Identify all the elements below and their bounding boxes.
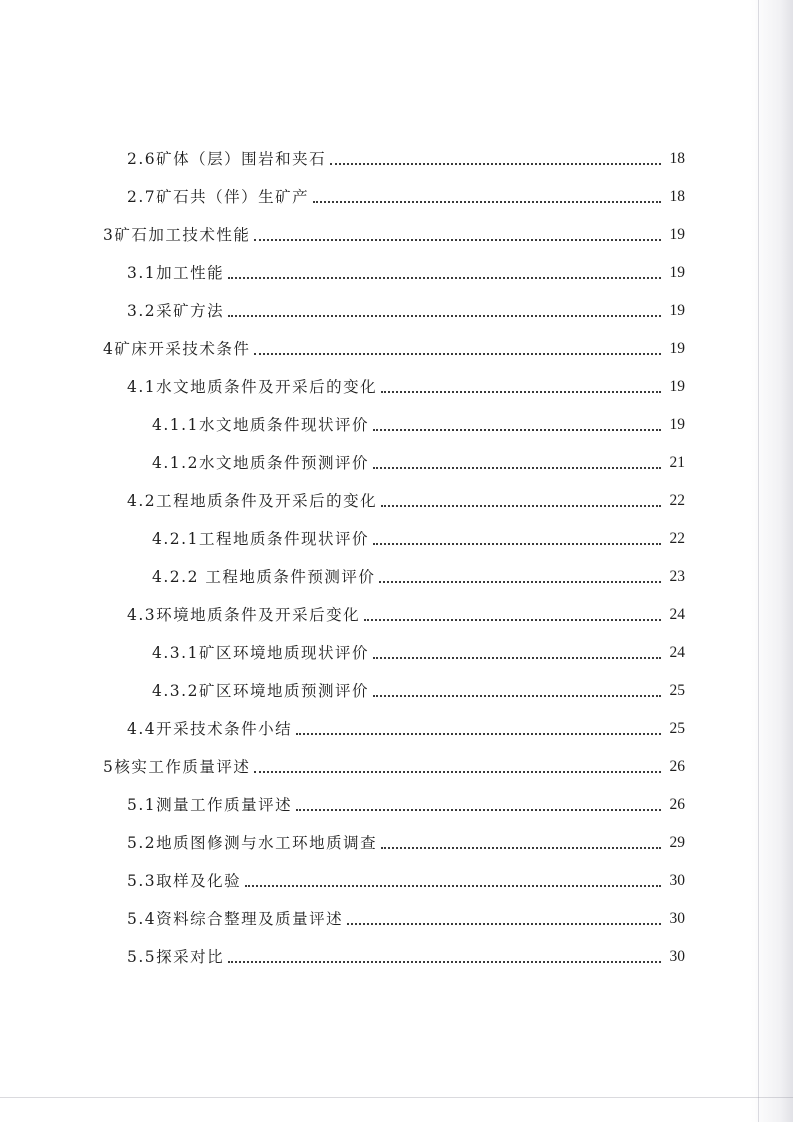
scan-edge-line: [758, 0, 759, 1122]
toc-entry-page: 22: [669, 530, 685, 547]
toc-entry[interactable]: [103, 221, 685, 245]
toc-entry-page: 29: [669, 834, 685, 851]
dot-leader: [364, 618, 661, 621]
toc-entry-title: 4矿床开采技术条件: [103, 340, 251, 358]
toc-entry-title: 4.2.1工程地质条件现状评价: [152, 530, 369, 548]
toc-entry[interactable]: [152, 449, 685, 473]
toc-entry-page: 18: [669, 150, 685, 167]
toc-entry[interactable]: [127, 829, 685, 853]
toc-entry[interactable]: [152, 639, 685, 663]
toc-entry-page: 25: [669, 720, 685, 737]
toc-entry[interactable]: [152, 677, 685, 701]
toc-entry-page: 24: [669, 606, 685, 623]
toc-entry-title: 4.4开采技术条件小结: [127, 720, 293, 738]
toc-entry-title: 4.1水文地质条件及开采后的变化: [127, 378, 378, 396]
dot-leader: [381, 390, 661, 393]
dot-leader: [379, 580, 661, 583]
dot-leader: [373, 694, 661, 697]
toc-entry-page: 30: [669, 872, 685, 889]
toc-entry-title: 2.7矿石共（伴）生矿产: [127, 188, 310, 206]
toc-entry-title: 5.1测量工作质量评述: [127, 796, 293, 814]
toc-entry-page: 18: [669, 188, 685, 205]
dot-leader: [373, 428, 661, 431]
dot-leader: [254, 352, 661, 355]
toc-entry-title: 5.4资料综合整理及质量评述: [127, 910, 344, 928]
toc-entry[interactable]: [103, 335, 685, 359]
toc-entry-page: 21: [669, 454, 685, 471]
toc-entry-page: 23: [669, 568, 685, 585]
toc-entry-title: 4.3环境地质条件及开采后变化: [127, 606, 361, 624]
toc-entry[interactable]: [152, 525, 685, 549]
dot-leader: [373, 656, 661, 659]
toc-entry-title: 3.1加工性能: [127, 264, 225, 282]
dot-leader: [373, 542, 661, 545]
scan-bottom-line: [0, 1097, 793, 1098]
dot-leader: [373, 466, 661, 469]
toc-entry-title: 4.3.2矿区环境地质预测评价: [152, 682, 369, 700]
toc-entry-page: 25: [669, 682, 685, 699]
toc-entry[interactable]: [127, 145, 685, 169]
toc-entry-page: 30: [669, 948, 685, 965]
toc-entry-page: 22: [669, 492, 685, 509]
toc-entry-title: 3.2采矿方法: [127, 302, 225, 320]
dot-leader: [254, 770, 661, 773]
toc-entry-title: 5.5探采对比: [127, 948, 225, 966]
dot-leader: [330, 162, 661, 165]
toc-entry-page: 30: [669, 910, 685, 927]
toc-entry[interactable]: [127, 297, 685, 321]
toc-entry-page: 26: [669, 796, 685, 813]
dot-leader: [313, 200, 661, 203]
dot-leader: [296, 808, 661, 811]
toc-entry-title: 5核实工作质量评述: [103, 758, 251, 776]
dot-leader: [228, 314, 661, 317]
toc-entry-title: 4.2.2 工程地质条件预测评价: [152, 568, 376, 586]
toc-entry[interactable]: [127, 943, 685, 967]
toc-entry-title: 5.2地质图修测与水工环地质调查: [127, 834, 378, 852]
toc-entry-title: 2.6矿体（层）围岩和夹石: [127, 150, 327, 168]
toc-entry[interactable]: [127, 905, 685, 929]
toc-entry-title: 5.3取样及化验: [127, 872, 242, 890]
dot-leader: [228, 960, 661, 963]
toc-entry[interactable]: [127, 715, 685, 739]
toc-entry-page: 19: [669, 340, 685, 357]
toc-entry-title: 4.2工程地质条件及开采后的变化: [127, 492, 378, 510]
toc-entry[interactable]: [127, 259, 685, 283]
toc-entry-title: 3矿石加工技术性能: [103, 226, 251, 244]
toc-entry[interactable]: [152, 563, 685, 587]
dot-leader: [254, 238, 661, 241]
dot-leader: [381, 846, 661, 849]
toc-entry-page: 19: [669, 226, 685, 243]
toc-entry-page: 19: [669, 378, 685, 395]
toc-entry-page: 19: [669, 302, 685, 319]
toc-entry[interactable]: [152, 411, 685, 435]
dot-leader: [381, 504, 661, 507]
toc-entry-title: 4.3.1矿区环境地质现状评价: [152, 644, 369, 662]
toc-entry[interactable]: [103, 753, 685, 777]
dot-leader: [245, 884, 661, 887]
toc-entry-page: 24: [669, 644, 685, 661]
dot-leader: [228, 276, 661, 279]
toc-entry-page: 19: [669, 416, 685, 433]
toc-entry-page: 19: [669, 264, 685, 281]
dot-leader: [347, 922, 661, 925]
toc-entry[interactable]: [127, 601, 685, 625]
toc-entry-title: 4.1.2水文地质条件预测评价: [152, 454, 369, 472]
toc-entry-page: 26: [669, 758, 685, 775]
toc-entry[interactable]: [127, 373, 685, 397]
toc-entry[interactable]: [127, 867, 685, 891]
dot-leader: [296, 732, 661, 735]
toc-entry[interactable]: [127, 183, 685, 207]
toc-entry-title: 4.1.1水文地质条件现状评价: [152, 416, 369, 434]
toc-entry[interactable]: [127, 791, 685, 815]
toc-entry[interactable]: [127, 487, 685, 511]
